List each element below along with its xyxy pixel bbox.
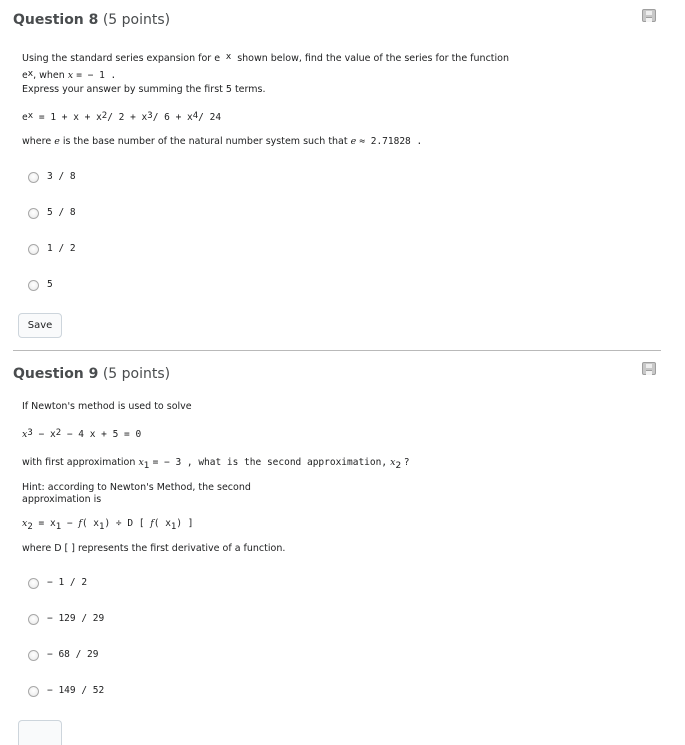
- radio-button[interactable]: [28, 686, 39, 697]
- radio-button[interactable]: [28, 172, 39, 183]
- q9-newton-formula: $x_2 = x_1 - f$( $x_1) \div D$ [ f( $x_1$) ]: [22, 518, 194, 532]
- q8-prompt-line3: Express your answer by summing the first 5 terms.: [22, 84, 266, 95]
- save-disk-icon[interactable]: [642, 9, 656, 22]
- radio-button[interactable]: [28, 208, 39, 219]
- q8-prompt-line1: Using the standard series expansion for e $^x$ shown below, find the value of the series for the function: [22, 52, 509, 64]
- question-divider: [13, 350, 661, 351]
- q9-hint-line1: Hint: according to Newton's Method, the second: [22, 482, 251, 493]
- q9-where-line: where D [ ] represents the first derivative of a function.: [22, 543, 286, 554]
- save-button-partial[interactable]: [18, 720, 62, 745]
- save-button[interactable]: Save: [18, 313, 62, 338]
- radio-button[interactable]: [28, 578, 39, 589]
- q9-prompt-line1: If Newton's method is used to solve: [22, 401, 192, 412]
- q9-hint-line2: approximation is: [22, 494, 102, 505]
- q8-series-equation: $e^x = 1 + x + x^2/$ $2 + x^3/$ $6 + x^4/$ 24: [22, 111, 222, 123]
- save-disk-icon[interactable]: [642, 362, 656, 375]
- radio-button[interactable]: [28, 244, 39, 255]
- q8-where-line: where e is the base number of the natural number system such that e ≈ 2.71828 .: [22, 136, 423, 147]
- radio-button[interactable]: [28, 280, 39, 291]
- question-8-title: Question 8 (5 points): [13, 12, 171, 28]
- q9-equation: $x^3 - x^2 - 4$ x + 5 = 0: [22, 428, 142, 440]
- q9-approx-line: with first approximation $x_1$ = − 3 , what is the second approximation, $x_2$ ?: [22, 457, 410, 471]
- radio-button[interactable]: [28, 650, 39, 661]
- radio-button[interactable]: [28, 614, 39, 625]
- q8-prompt-line2: $e^x$, when x = − 1 .: [22, 69, 117, 81]
- question-9-title: Question 9 (5 points): [13, 366, 171, 382]
